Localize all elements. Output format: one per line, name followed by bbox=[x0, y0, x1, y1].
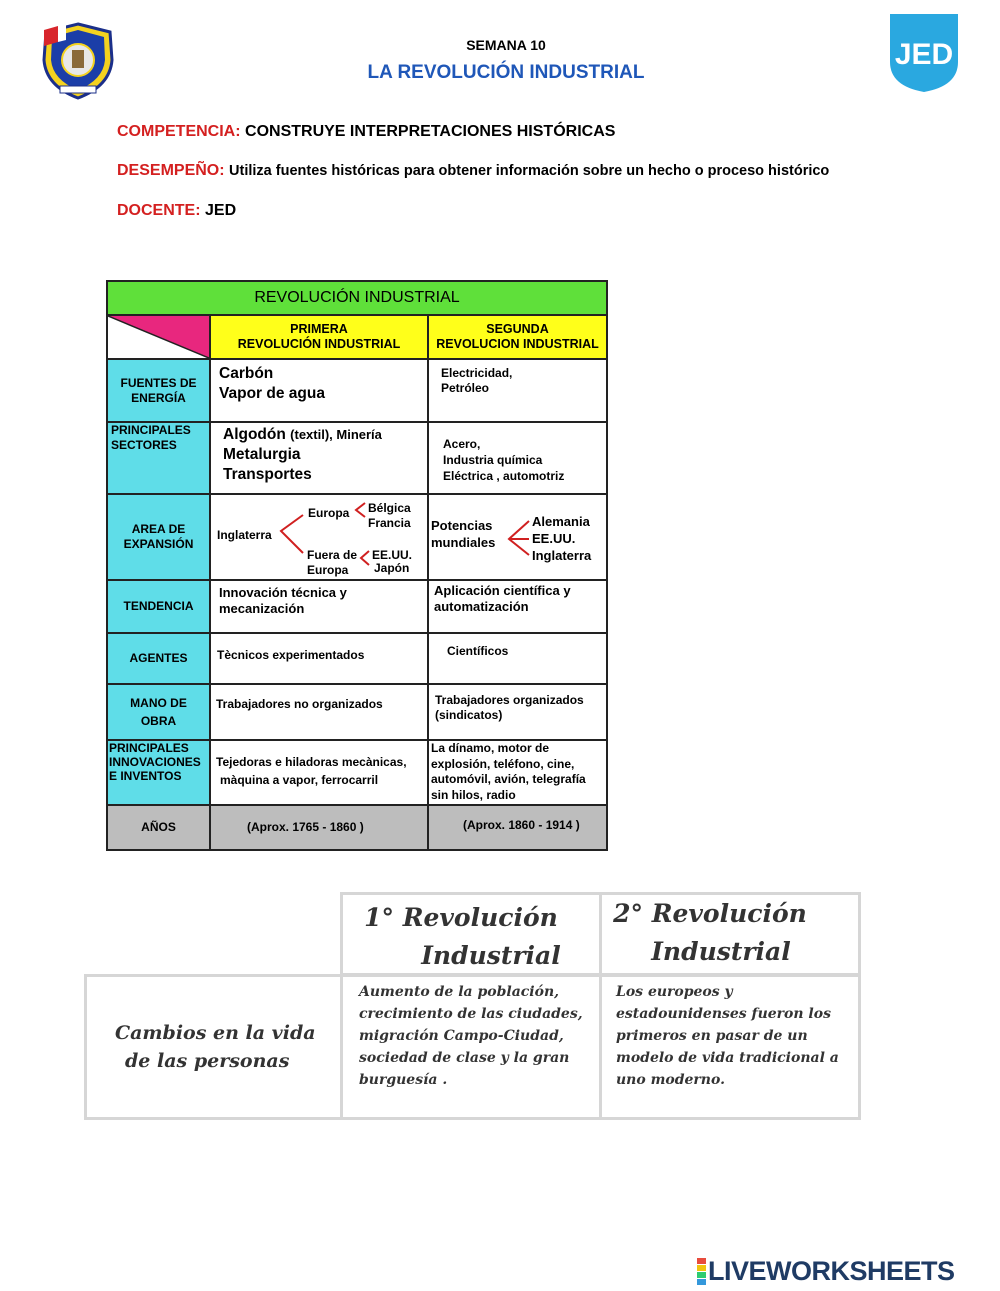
row-label-mano-line2: OBRA bbox=[140, 713, 177, 728]
cell-tendencia-second-line2: automatización bbox=[434, 599, 529, 614]
jed-logo-text: JED bbox=[894, 38, 954, 71]
t2-body-first bbox=[340, 974, 602, 1120]
t2-header-first bbox=[340, 892, 602, 976]
t2-row-label-line1: Cambios en la vida bbox=[115, 1022, 316, 1044]
expansion-first-europa: Europa bbox=[308, 506, 350, 520]
changes-table bbox=[84, 892, 864, 1122]
cell-mano-first: Trabajadores no organizados bbox=[211, 685, 429, 741]
cell-sectores-second bbox=[429, 423, 606, 495]
t2-body-first-line: crecimiento de las ciudades, bbox=[359, 1006, 583, 1022]
cell-sectores-second-line2: Industria química bbox=[443, 453, 543, 467]
row-label-mano-line1: MANO DE bbox=[130, 695, 187, 710]
cell-tendencia-first-line2: mecanización bbox=[219, 601, 305, 616]
cell-mano-second-line1: Trabajadores organizados bbox=[435, 693, 584, 707]
week-label: SEMANA 10 bbox=[466, 37, 546, 53]
row-label-fuentes-line1: FUENTES DE bbox=[120, 375, 197, 390]
cell-agentes-second: Científicos bbox=[429, 634, 606, 685]
competencia-line bbox=[117, 123, 615, 141]
cell-sectores-second-line3: Eléctrica , automotriz bbox=[443, 469, 565, 483]
t2-row-label bbox=[84, 974, 343, 1120]
cell-expansion-first bbox=[211, 495, 429, 581]
t2-header-second-line1: 2° Revolución bbox=[613, 899, 807, 928]
expansion-second-alemania: Alemania bbox=[532, 514, 590, 529]
school-crest-icon bbox=[38, 20, 118, 100]
row-label-mano bbox=[108, 685, 211, 741]
row-label-tendencia: TENDENCIA bbox=[108, 581, 211, 634]
cell-tendencia-first bbox=[211, 581, 429, 634]
t2-header-second bbox=[599, 892, 861, 976]
corner-diagonal-cell bbox=[108, 316, 211, 360]
cell-mano-second bbox=[429, 685, 606, 741]
col-header-first-line1: PRIMERA bbox=[290, 322, 348, 336]
jed-logo-icon bbox=[886, 10, 962, 94]
cell-fuentes-first-line2: Vapor de agua bbox=[219, 385, 325, 402]
cell-sectores-first-line1b: (textil), Minería bbox=[290, 427, 382, 442]
cell-sectores-first-line1a: Algodón bbox=[223, 426, 286, 443]
row-label-expansion bbox=[108, 495, 211, 581]
col-header-second bbox=[429, 316, 606, 360]
cell-innovaciones-second-line2: explosión, teléfono, cine, bbox=[431, 756, 575, 771]
cell-fuentes-first bbox=[211, 360, 429, 423]
t2-header-second-line2: Industrial bbox=[651, 937, 791, 966]
col-header-first-line2: REVOLUCIÓN INDUSTRIAL bbox=[237, 337, 401, 351]
t2-header-first-line2: Industrial bbox=[421, 941, 561, 970]
row-label-expansion-line2: EXPANSIÓN bbox=[123, 537, 194, 551]
cell-innovaciones-first-line1: Tejedoras e hiladoras mecànicas, bbox=[216, 755, 407, 769]
desempeno-line bbox=[117, 162, 829, 180]
row-label-sectores-line2: SECTORES bbox=[111, 438, 177, 452]
t2-body-second-line: Los europeos y bbox=[616, 984, 733, 1000]
row-label-innovaciones-line1: PRINCIPALES bbox=[109, 741, 189, 755]
t2-header-first-line1: 1° Revolución bbox=[364, 903, 558, 932]
cell-fuentes-second bbox=[429, 360, 606, 423]
t2-body-first-line: migración Campo-Ciudad, bbox=[359, 1028, 564, 1044]
expansion-first-francia: Francia bbox=[368, 516, 411, 530]
liveworksheets-blocks-icon bbox=[697, 1258, 705, 1285]
cell-innovaciones-second bbox=[429, 741, 606, 806]
expansion-second-root2: mundiales bbox=[431, 535, 496, 550]
table-title: REVOLUCIÓN INDUSTRIAL bbox=[108, 282, 606, 316]
row-label-innovaciones bbox=[108, 741, 211, 806]
expansion-second-inglaterra: Inglaterra bbox=[532, 548, 592, 563]
expansion-first-root: Inglaterra bbox=[217, 528, 272, 542]
cell-sectores-first-line3: Transportes bbox=[223, 466, 312, 483]
expansion-second-eeuu: EE.UU. bbox=[532, 531, 576, 546]
expansion-second-root1: Potencias bbox=[431, 518, 493, 533]
cell-innovaciones-second-line3: automóvil, avión, telegrafía bbox=[431, 772, 586, 786]
page-title: LA REVOLUCIÓN INDUSTRIAL bbox=[367, 62, 645, 83]
cell-tendencia-second bbox=[429, 581, 606, 634]
cell-mano-second-line2: (sindicatos) bbox=[435, 708, 503, 722]
competencia-value: CONSTRUYE INTERPRETACIONES HISTÓRICAS bbox=[245, 123, 616, 140]
docente-label: DOCENTE: bbox=[117, 202, 201, 219]
desempeno-label: DESEMPEÑO: bbox=[117, 162, 225, 179]
cell-sectores-first-line2: Metalurgia bbox=[223, 446, 301, 463]
row-label-innovaciones-line2: INNOVACIONES bbox=[109, 755, 201, 769]
cell-expansion-second bbox=[429, 495, 606, 581]
cell-innovaciones-second-line1: La dínamo, motor de bbox=[431, 741, 550, 755]
cell-tendencia-second-line1: Aplicación científica y bbox=[434, 583, 571, 598]
cell-sectores-first bbox=[211, 423, 429, 495]
expansion-first-fuera1: Fuera de bbox=[307, 548, 358, 562]
row-label-fuentes bbox=[108, 360, 211, 423]
t2-body-second-line: uno moderno. bbox=[616, 1072, 725, 1088]
t2-body-first-line: sociedad de clase y la gran bbox=[359, 1050, 570, 1066]
desempeno-value: Utiliza fuentes históricas para obtener información sobre un hecho o proceso histórico bbox=[229, 163, 830, 179]
row-label-sectores-line1: PRINCIPALES bbox=[111, 423, 191, 437]
docente-line bbox=[117, 202, 236, 220]
row-label-fuentes-line2: ENERGÍA bbox=[131, 390, 186, 405]
expansion-first-fuera2: Europa bbox=[307, 563, 349, 577]
cell-sectores-second-line1: Acero, bbox=[443, 437, 481, 451]
col-header-second-line1: SEGUNDA bbox=[486, 322, 549, 336]
t2-body-second-line: primeros en pasar de un bbox=[616, 1028, 808, 1044]
cell-anos-first: (Aprox. 1765 - 1860 ) bbox=[211, 806, 429, 849]
cell-agentes-first: Tècnicos experimentados bbox=[211, 634, 429, 685]
t2-body-second-line: estadounidenses fueron los bbox=[616, 1006, 831, 1022]
cell-innovaciones-first-line2: màquina a vapor, ferrocarril bbox=[220, 773, 379, 787]
row-label-anos: AÑOS bbox=[108, 806, 211, 849]
cell-innovaciones-second-line4: sin hilos, radio bbox=[431, 787, 516, 802]
t2-body-second bbox=[599, 974, 861, 1120]
expansion-first-japon: Japón bbox=[374, 561, 410, 575]
col-header-first bbox=[211, 316, 429, 360]
docente-value: JED bbox=[205, 202, 237, 219]
col-header-second-line2: REVOLUCION INDUSTRIAL bbox=[436, 337, 599, 351]
revolution-comparison-table bbox=[106, 280, 608, 851]
t2-body-first-line: Aumento de la población, bbox=[359, 984, 559, 1000]
row-label-sectores bbox=[108, 423, 211, 495]
expansion-first-eeuu: EE.UU. bbox=[372, 548, 413, 562]
t2-row-label-line2: de las personas bbox=[125, 1050, 290, 1072]
cell-fuentes-second-line2: Petróleo bbox=[441, 381, 490, 395]
t2-body-first-line: burguesía . bbox=[359, 1072, 448, 1088]
t2-body-second-line: modelo de vida tradicional a bbox=[616, 1050, 839, 1066]
cell-innovaciones-first bbox=[211, 741, 429, 806]
row-label-agentes: AGENTES bbox=[108, 634, 211, 685]
cell-tendencia-first-line1: Innovación técnica y bbox=[219, 585, 347, 600]
competencia-label: COMPETENCIA: bbox=[117, 123, 241, 140]
cell-fuentes-first-line1: Carbón bbox=[219, 365, 274, 382]
liveworksheets-brand: LIVEWORKSHEETS bbox=[708, 1255, 955, 1286]
row-label-innovaciones-line3: E INVENTOS bbox=[109, 769, 182, 783]
cell-fuentes-second-line1: Electricidad, bbox=[441, 366, 513, 380]
cell-anos-second: (Aprox. 1860 - 1914 ) bbox=[429, 806, 606, 849]
liveworksheets-logo bbox=[697, 1254, 955, 1288]
row-label-expansion-line1: AREA DE bbox=[131, 522, 186, 536]
expansion-first-belgica: Bélgica bbox=[368, 501, 411, 515]
